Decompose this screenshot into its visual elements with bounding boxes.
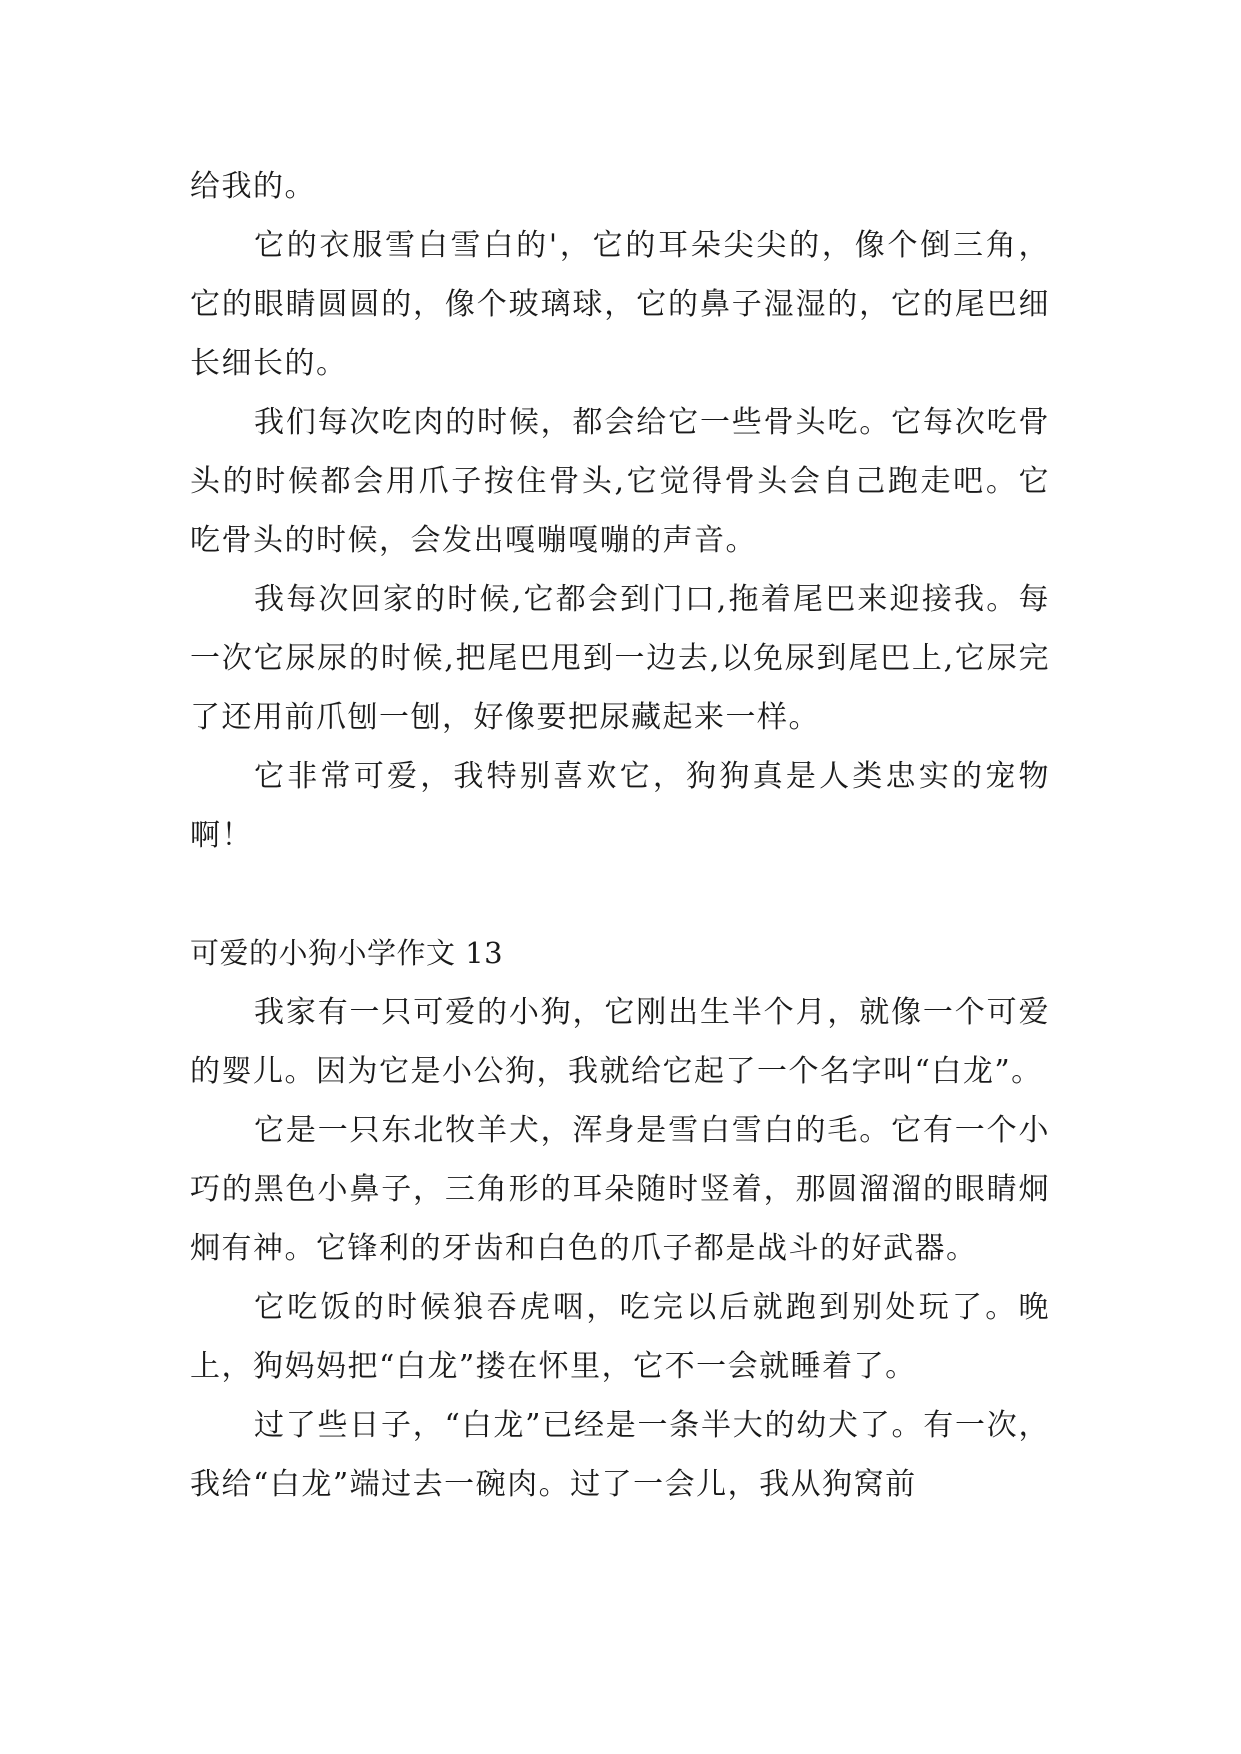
section-title: 可爱的小狗小学作文 13 [190, 936, 504, 970]
document-body [190, 157, 1050, 1514]
paragraph-continued: 给我的。 [190, 169, 316, 204]
paragraph-growing: 过了些日子，“白龙”已经是一条半大的幼犬了。有一次，我给“白龙”端过去一碗肉。过了一会儿，我从狗窝前 [190, 1408, 1050, 1502]
paragraph-greeting: 我每次回家的时候,它都会到门口,拖着尾巴来迎接我。每一次它尿尿的时候,把尾巴甩到一边去,以免尿到尾巴上,它尿完了还用前爪刨一刨，好像要把尿藏起来一样。 [190, 582, 1050, 735]
paragraph-description: 它是一只东北牧羊犬，浑身是雪白雪白的毛。它有一个小巧的黑色小鼻子，三角形的耳朵随时竖着，那圆溜溜的眼睛炯炯有神。它锋利的牙齿和白色的爪子都是战斗的好武器。 [190, 1113, 1050, 1266]
paragraph-eating: 它吃饭的时候狼吞虎咽，吃完以后就跑到别处玩了。晚上，狗妈妈把“白龙”搂在怀里，它不一会就睡着了。 [190, 1290, 1050, 1384]
paragraph-intro: 我家有一只可爱的小狗，它刚出生半个月，就像一个可爱的婴儿。因为它是小公狗，我就给它起了一个名字叫“白龙”。 [190, 995, 1050, 1089]
paragraph-eating-bones: 我们每次吃肉的时候，都会给它一些骨头吃。它每次吃骨头的时候都会用爪子按住骨头,它觉得骨头会自己跑走吧。它吃骨头的时候，会发出嘎嘣嘎嘣的声音。 [190, 405, 1050, 558]
paragraph-conclusion: 它非常可爱，我特别喜欢它，狗狗真是人类忠实的宠物啊！ [190, 759, 1050, 853]
paragraph-appearance: 它的衣服雪白雪白的'，它的耳朵尖尖的，像个倒三角，它的眼睛圆圆的，像个玻璃球，它的鼻子湿湿的，它的尾巴细长细长的。 [190, 228, 1050, 381]
